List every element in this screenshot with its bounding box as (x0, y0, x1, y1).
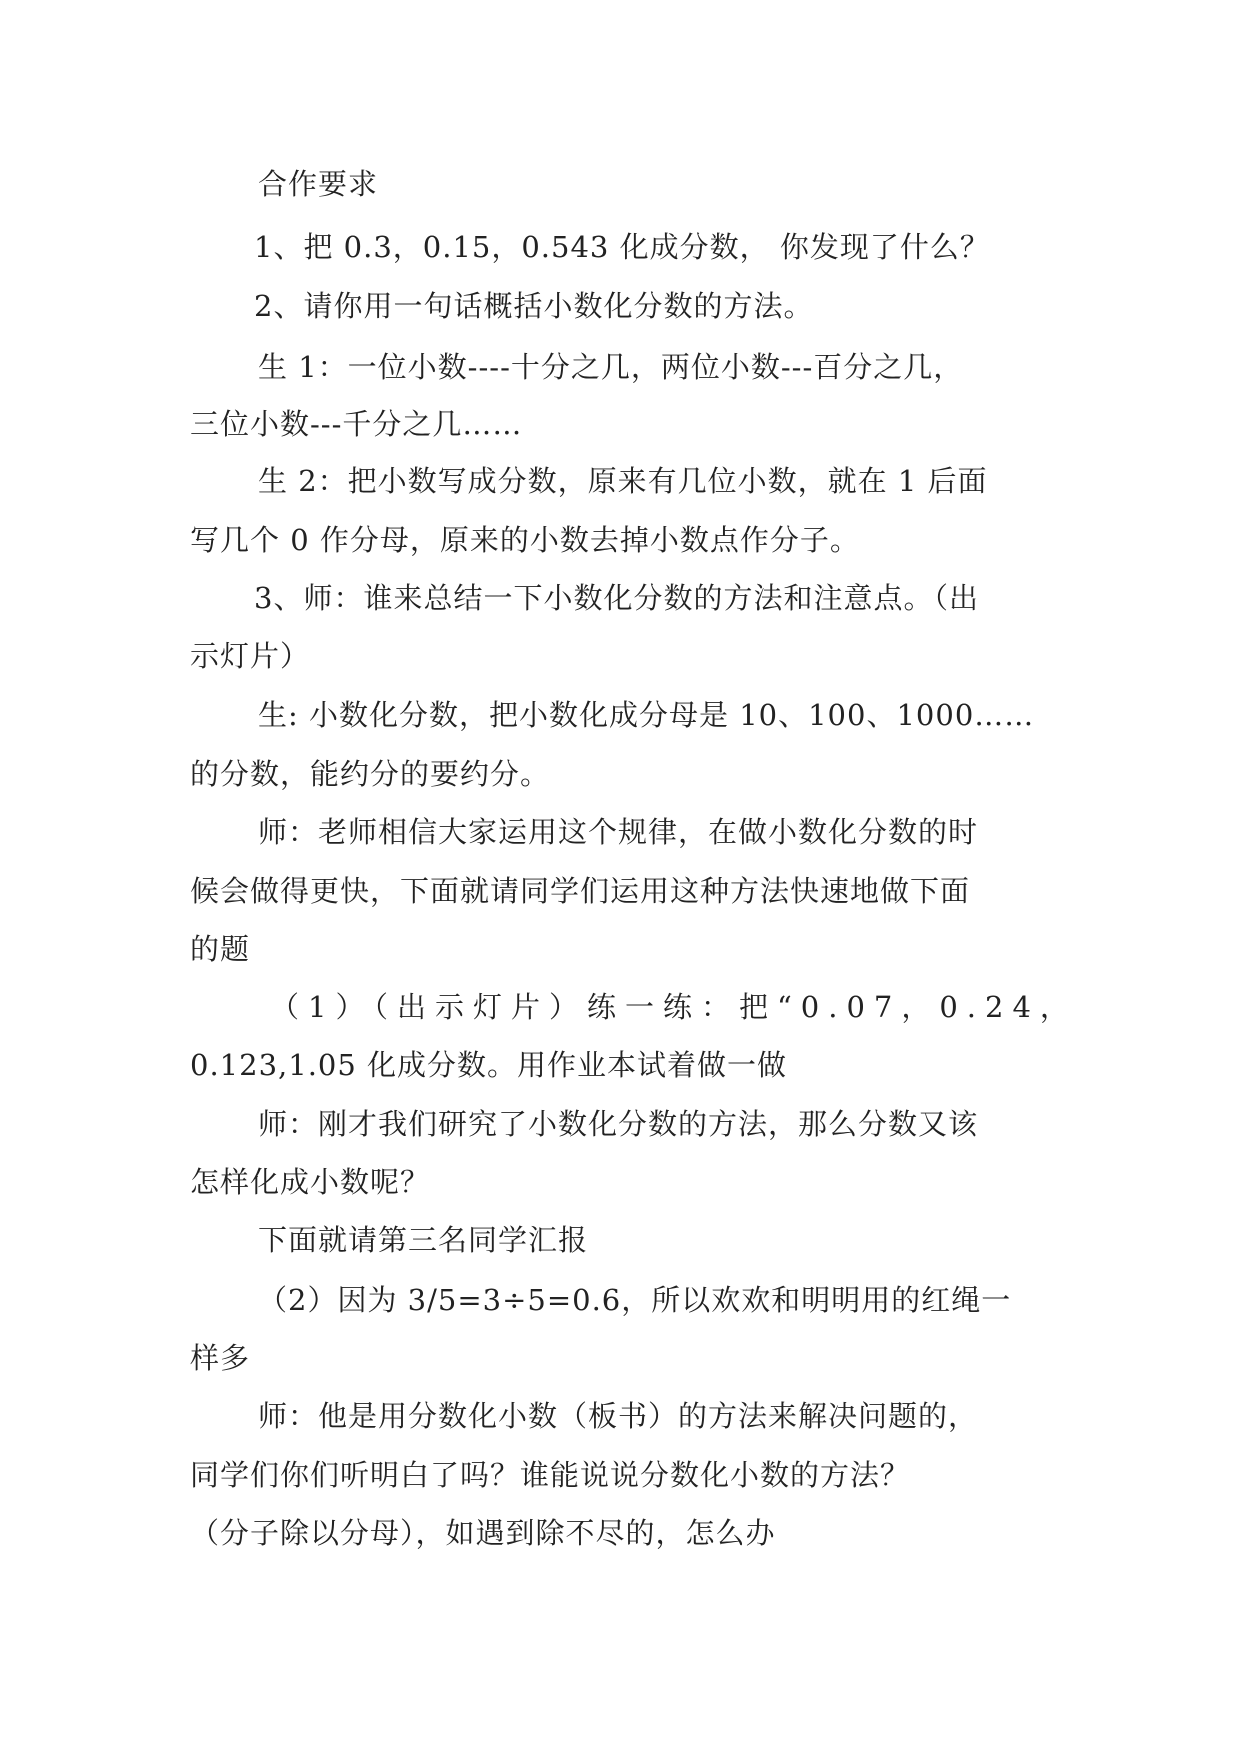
paragraph-line: 三位小数---千分之几…… (190, 407, 523, 441)
paragraph-line: 1、把 0.3，0.15，0.543 化成分数， 你发现了什么？ (254, 230, 990, 264)
paragraph-line: 的分数，能约分的要约分。 (190, 757, 551, 791)
paragraph-line: 候会做得更快，下面就请同学们运用这种方法快速地做下面 (190, 874, 971, 908)
paragraph-line: 样多 (190, 1341, 251, 1375)
paragraph-line: 师：他是用分数化小数（板书）的方法来解决问题的， (258, 1399, 979, 1433)
paragraph-line: 师：老师相信大家运用这个规律，在做小数化分数的时 (258, 815, 979, 849)
paragraph-heading: 合作要求 (258, 167, 379, 201)
paragraph-line: 怎样化成小数呢？ (190, 1165, 431, 1199)
paragraph-line: 0.123,1.05 化成分数。用作业本试着做一做 (190, 1048, 788, 1082)
paragraph-line: 下面就请第三名同学汇报 (258, 1223, 589, 1257)
paragraph-line: 生 2：把小数写成分数，原来有几位小数，就在 1 后面 (258, 464, 988, 498)
paragraph-line: 示灯片） (190, 639, 311, 673)
paragraph-line: （2）因为 3/5=3÷5=0.6，所以欢欢和明明用的红绳一 (258, 1283, 1012, 1317)
paragraph-line: 师：刚才我们研究了小数化分数的方法，那么分数又该 (258, 1107, 979, 1141)
paragraph-line: （1）（出示灯片）练一练：把“0.07，0.24， (270, 990, 1078, 1024)
paragraph-line: 同学们你们听明白了吗？谁能说说分数化小数的方法？ (190, 1458, 911, 1492)
paragraph-line: 3、师：谁来总结一下小数化分数的方法和注意点。（出 (254, 581, 979, 615)
paragraph-line: 生 1：一位小数----十分之几，两位小数---百分之几， (258, 350, 964, 384)
paragraph-line: 2、请你用一句话概括小数化分数的方法。 (254, 289, 814, 323)
paragraph-line: 写几个 0 作分母，原来的小数去掉小数点作分子。 (190, 523, 860, 557)
paragraph-line: （分子除以分母），如遇到除不尽的，怎么办 (190, 1516, 776, 1550)
paragraph-line: 的题 (190, 932, 251, 966)
paragraph-line: 生: 小数化分数，把小数化成分母是 10、100、1000…… (258, 698, 1035, 732)
